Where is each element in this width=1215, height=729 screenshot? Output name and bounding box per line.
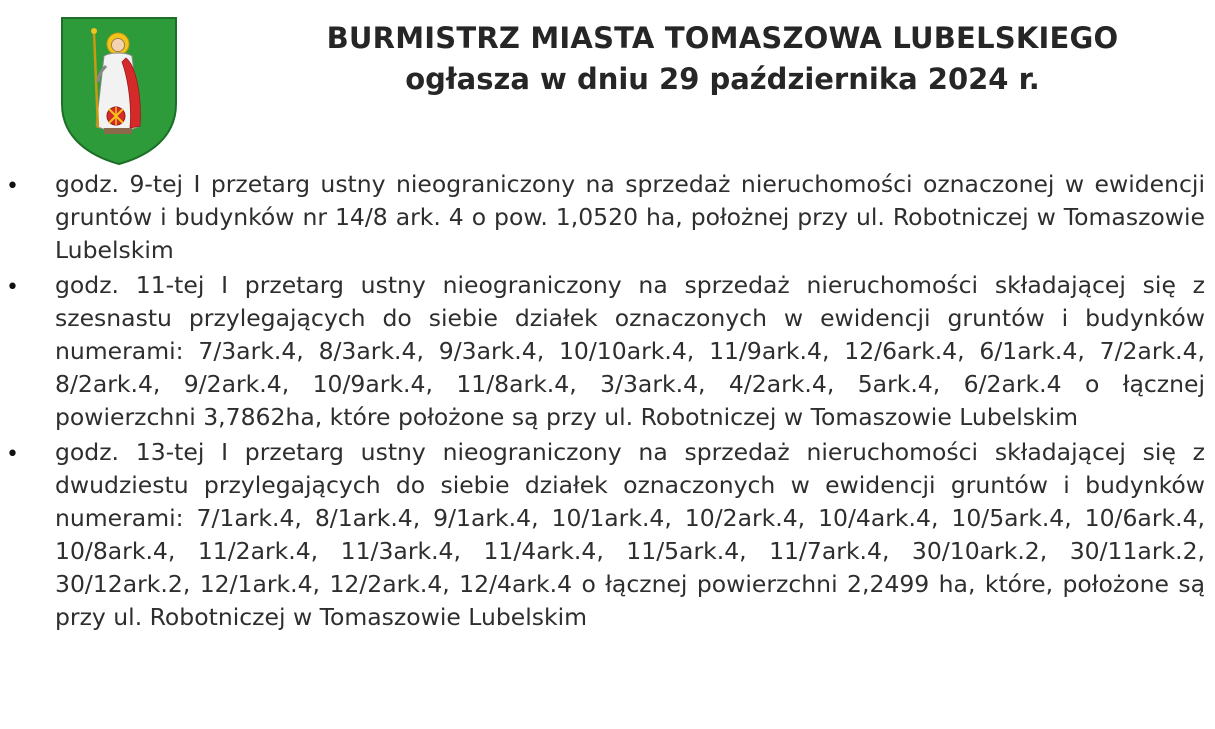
list-item — [0, 269, 1215, 434]
list-item-text: godz. 11-tej I przetarg ustny nieograniczony na sprzedaż nieruchomości składającej się z szesnastu przylegających do siebie działek oznaczonych w ewidencji gruntów i budynków numerami: 7/3ark.4, 8/3ark.4, 9/3ark.4, 10/10ark.4, 11/9ark.4, 12/6ark.4, 6/1ark.4, 7/2ark.4, 8/2ark.4, 9/2ark.4, 10/9ark.4, 11/8ark.4, 3/3ark.4, 4/2ark.4, 5ark.4, 6/2ark.4 o łącznej powierzchni 3,7862ha, które położone są przy ul. Robotniczej w Tomaszowie Lubelskim — [55, 271, 1205, 431]
list-item — [0, 168, 1215, 267]
header-date-line: ogłasza w dniu 29 października 2024 r. — [405, 62, 1040, 96]
announcement-header — [230, 20, 1215, 102]
coat-of-arms-icon — [60, 16, 178, 166]
list-item-text: godz. 9-tej I przetarg ustny nieograniczony na sprzedaż nieruchomości oznaczonej w ewidencji gruntów i budynków nr 14/8 ark. 4 o pow. 1,0520 ha, położnej przy ul. Robotniczej w Tomaszowie Lubelskim — [55, 170, 1205, 264]
bullet-icon: • — [6, 442, 19, 467]
list-item — [0, 436, 1215, 634]
bullet-icon: • — [6, 275, 19, 300]
header-title: BURMISTRZ MIASTA TOMASZOWA LUBELSKIEGO — [326, 21, 1119, 55]
list-item-text: godz. 13-tej I przetarg ustny nieograniczony na sprzedaż nieruchomości składającej się z dwudziestu przylegających do siebie działek oznaczonych w ewidencji gruntów i budynków numerami: 7/1ark.4, 8/1ark.4, 9/1ark.4, 10/1ark.4, 10/2ark.4, 10/4ark.4, 10/5ark.4, 10/6ark.4, 10/8ark.4, 11/2ark.4, 11/3ark.4, 11/4ark.4, 11/5ark.4, 11/7ark.4, 30/10ark.2, 30/11ark.2, 30/12ark.2, 12/1ark.4, 12/2ark.4, 12/4ark.4 o łącznej powierzchni 2,2499 ha, które, położone są przy ul. Robotniczej w Tomaszowie Lubelskim — [55, 438, 1205, 631]
bullet-icon: • — [6, 174, 19, 199]
tender-list — [0, 168, 1215, 636]
